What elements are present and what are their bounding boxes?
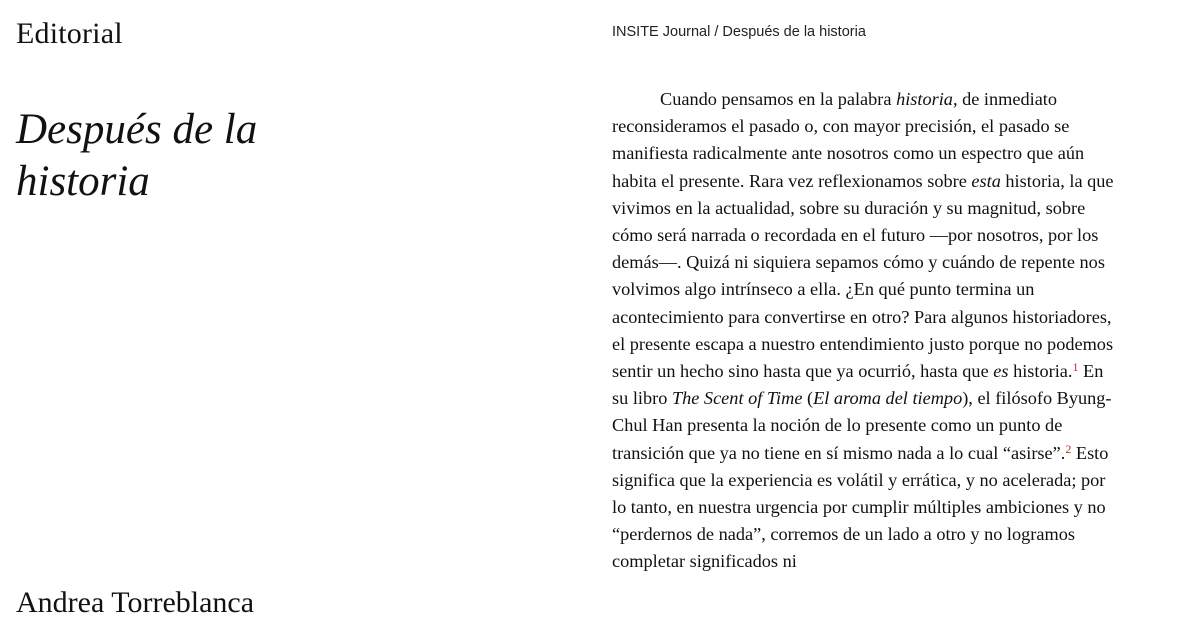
book-title: The Scent of Time xyxy=(671,388,803,409)
book-title-translation: El aroma del tiempo xyxy=(813,388,963,409)
breadcrumb-current: Después de la historia xyxy=(722,24,866,40)
body-emphasis: esta xyxy=(971,170,1001,191)
body-text: En su libro xyxy=(612,361,1104,409)
breadcrumb-separator: / xyxy=(714,24,723,40)
right-column xyxy=(612,0,1132,644)
body-text: historia, la que vivimos en la actualidad, sobre su duración y su magnitud, sobre cómo será narrada o recordada en el futuro —por nosotros, por los demás—. Quizá ni siquiera sepamos cómo y cuándo de repente nos volvimos algo intrínseco a ella. ¿En qué punto termina un acontecimiento para convertirse en otro? Para algunos historiadores, el presente escapa a nuestro entendimiento justo porque no podemos sentir un hecho sino hasta que ya ocurrió, hasta que xyxy=(612,170,1114,382)
body-emphasis: historia xyxy=(896,89,953,109)
breadcrumb-journal-link[interactable]: INSITE Journal xyxy=(612,24,711,40)
breadcrumb xyxy=(612,24,866,40)
body-text: Esto significa que la experiencia es volátil y errática, y no acelerada; por lo tanto, en nuestra urgencia por cumplir múltiples ambiciones y no “perdernos de nada”, corremos de un lado a otro y no logramos completar significados ni xyxy=(612,442,1109,572)
author-name[interactable]: Andrea Torreblanca xyxy=(16,586,255,619)
article-body xyxy=(612,86,1120,576)
footnote-link-1[interactable]: 1 xyxy=(1072,360,1079,375)
body-text: historia. xyxy=(1008,361,1073,382)
body-text: , de inmediato reconsideramos el pasado o, con mayor precisión, el pasado se manifiesta radicalmente ante nosotros como un espectro que aún habita el presente. Rara vez reflexionamos sobre xyxy=(612,89,1085,191)
left-column xyxy=(16,0,576,644)
body-text: ), el filósofo Byung-Chul Han presenta la noción de lo presente como un punto de transición que ya no tiene en sí mismo nada a lo cual “asirse”. xyxy=(612,388,1112,463)
body-emphasis: es xyxy=(993,361,1009,382)
article-title: Después de la historia xyxy=(16,106,258,205)
footnote-link-2[interactable]: 2 xyxy=(1065,441,1072,456)
section-label: Editorial xyxy=(16,17,123,50)
body-text: Cuando pensamos en la palabra xyxy=(660,89,897,109)
body-text: ( xyxy=(802,388,814,409)
